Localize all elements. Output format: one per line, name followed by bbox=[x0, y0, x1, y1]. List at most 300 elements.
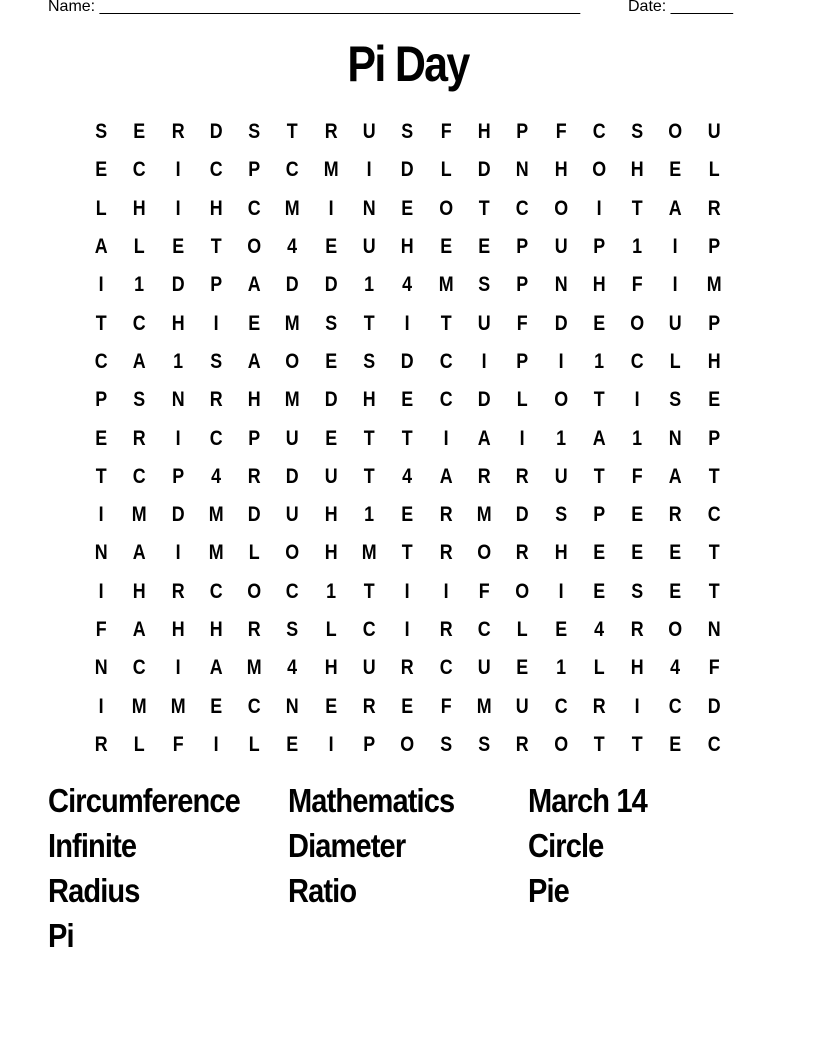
grid-letter: T bbox=[593, 388, 605, 412]
grid-letter: I bbox=[596, 196, 602, 220]
grid-letter: T bbox=[363, 579, 375, 603]
grid-letter: M bbox=[361, 541, 377, 565]
grid-letter: E bbox=[248, 311, 261, 335]
grid-letter: C bbox=[247, 196, 261, 220]
grid-letter: I bbox=[443, 426, 449, 450]
grid-letter: T bbox=[402, 541, 413, 565]
grid-letter: P bbox=[707, 426, 720, 450]
grid-letter: A bbox=[94, 235, 108, 259]
grid-letter: R bbox=[515, 541, 529, 565]
grid-letter: 1 bbox=[134, 273, 145, 297]
word-list-item: Pie bbox=[528, 872, 569, 909]
grid-letter: 4 bbox=[287, 656, 298, 680]
grid-letter: O bbox=[668, 618, 683, 641]
grid-letter: C bbox=[132, 311, 146, 335]
grid-letter: T bbox=[95, 311, 107, 335]
grid-letter: U bbox=[477, 656, 491, 680]
grid-letter: S bbox=[286, 618, 299, 641]
grid-letter: M bbox=[132, 503, 147, 527]
grid-letter: F bbox=[440, 120, 452, 144]
grid-letter: H bbox=[554, 541, 568, 565]
grid-letter: I bbox=[175, 426, 181, 450]
grid-letter: C bbox=[132, 464, 146, 488]
grid-letter: S bbox=[631, 579, 644, 603]
grid-letter: M bbox=[476, 503, 492, 527]
grid-letter: M bbox=[132, 694, 147, 718]
grid-letter: D bbox=[286, 464, 300, 488]
grid-letter: L bbox=[593, 656, 605, 680]
grid-letter: A bbox=[247, 273, 261, 297]
grid-letter: P bbox=[593, 503, 605, 527]
grid-letter: M bbox=[285, 388, 301, 412]
grid-letter: E bbox=[401, 196, 414, 220]
grid-letter: C bbox=[209, 426, 223, 450]
grid-letter: T bbox=[95, 464, 107, 488]
grid-letter: I bbox=[175, 196, 181, 220]
grid-letter: M bbox=[246, 656, 262, 680]
grid-letter: H bbox=[707, 349, 721, 373]
grid-letter: P bbox=[248, 158, 261, 182]
grid-letter: M bbox=[285, 196, 301, 220]
grid-letter: D bbox=[477, 158, 491, 182]
grid-letter: E bbox=[707, 388, 720, 412]
grid-letter: E bbox=[401, 388, 414, 412]
grid-letter: R bbox=[94, 732, 108, 756]
grid-letter: E bbox=[401, 694, 414, 718]
grid-letter: M bbox=[285, 311, 301, 335]
grid-letter: N bbox=[515, 158, 529, 182]
grid-letter: D bbox=[209, 120, 223, 144]
grid-letter: S bbox=[631, 120, 644, 144]
grid-letter: E bbox=[171, 235, 184, 259]
grid-letter: C bbox=[707, 503, 721, 527]
grid-letter: T bbox=[287, 120, 299, 144]
grid-letter: E bbox=[401, 503, 414, 527]
word-list bbox=[48, 778, 768, 958]
grid-letter: A bbox=[209, 656, 223, 680]
grid-letter: F bbox=[555, 120, 567, 144]
grid-letter: I bbox=[634, 388, 640, 412]
grid-letter: D bbox=[477, 388, 491, 412]
grid-letter: R bbox=[439, 503, 453, 527]
grid-letter: E bbox=[210, 694, 222, 718]
grid-letter: D bbox=[324, 273, 338, 297]
grid-letter: I bbox=[98, 694, 104, 718]
grid-letter: F bbox=[172, 732, 184, 756]
grid-letter: E bbox=[324, 235, 337, 259]
grid-letter: R bbox=[515, 464, 529, 488]
grid-letter: U bbox=[477, 311, 491, 335]
grid-letter: F bbox=[631, 464, 643, 488]
grid-letter: O bbox=[247, 579, 262, 603]
grid-letter: H bbox=[171, 311, 185, 335]
grid-letter: C bbox=[707, 732, 721, 756]
word-list-item: Diameter bbox=[288, 827, 406, 864]
grid-letter: T bbox=[593, 732, 605, 756]
grid-letter: U bbox=[554, 235, 568, 259]
grid-letter: T bbox=[363, 426, 375, 450]
grid-letter: N bbox=[94, 656, 108, 680]
grid-letter: O bbox=[515, 579, 530, 603]
grid-letter: P bbox=[516, 349, 529, 373]
grid-letter: 4 bbox=[211, 464, 221, 488]
grid-letter: I bbox=[98, 273, 104, 297]
grid-letter: L bbox=[670, 349, 682, 373]
grid-letter: R bbox=[515, 732, 529, 756]
grid-letter: I bbox=[98, 579, 104, 603]
grid-letter: S bbox=[363, 349, 376, 373]
grid-letter: A bbox=[247, 349, 261, 373]
grid-letter: E bbox=[593, 311, 605, 335]
grid-letter: M bbox=[323, 158, 339, 182]
letter-grid bbox=[82, 113, 733, 764]
grid-letter: H bbox=[247, 388, 261, 412]
grid-letter: O bbox=[668, 120, 683, 144]
grid-letter: N bbox=[707, 618, 721, 641]
grid-letter: P bbox=[593, 235, 605, 259]
grid-letter: P bbox=[171, 464, 184, 488]
grid-letter: H bbox=[324, 503, 338, 527]
grid-letter: 1 bbox=[555, 656, 566, 680]
grid-letter: I bbox=[519, 426, 525, 450]
grid-letter: C bbox=[286, 579, 300, 603]
grid-letter: O bbox=[553, 732, 568, 756]
grid-letter: T bbox=[402, 426, 413, 450]
grid-letter: C bbox=[477, 618, 491, 641]
grid-letter: P bbox=[707, 235, 720, 259]
grid-letter: E bbox=[669, 732, 682, 756]
word-list-item: Mathematics bbox=[288, 782, 455, 819]
grid-letter: S bbox=[401, 120, 414, 144]
grid-letter: F bbox=[631, 273, 643, 297]
grid-letter: T bbox=[708, 541, 720, 565]
grid-letter: U bbox=[707, 120, 721, 144]
grid-letter: H bbox=[171, 618, 185, 641]
grid-letter: R bbox=[477, 464, 491, 488]
grid-letter: T bbox=[478, 196, 490, 220]
grid-letter: 1 bbox=[325, 579, 336, 603]
grid-letter: F bbox=[516, 311, 528, 335]
grid-letter: U bbox=[362, 656, 376, 680]
grid-letter: C bbox=[286, 158, 300, 182]
grid-letter: A bbox=[669, 196, 683, 220]
grid-letter: O bbox=[630, 311, 645, 335]
grid-letter: E bbox=[286, 732, 299, 756]
grid-letter: M bbox=[706, 273, 722, 297]
grid-letter: E bbox=[95, 158, 108, 182]
grid-letter: R bbox=[439, 541, 453, 565]
grid-letter: A bbox=[669, 464, 683, 488]
grid-letter: I bbox=[175, 541, 181, 565]
name-field-label: Name: ______________________________________________________ bbox=[48, 0, 581, 15]
grid-letter: T bbox=[363, 464, 375, 488]
grid-letter: M bbox=[208, 503, 224, 527]
grid-letter: C bbox=[439, 656, 453, 680]
word-list-item: Infinite bbox=[48, 827, 137, 864]
grid-letter: O bbox=[553, 196, 568, 220]
word-list-item: Circle bbox=[528, 827, 604, 864]
grid-letter: S bbox=[324, 311, 337, 335]
grid-letter: T bbox=[593, 464, 605, 488]
grid-letter: H bbox=[592, 273, 606, 297]
grid-letter: I bbox=[328, 196, 334, 220]
grid-letter: T bbox=[631, 196, 643, 220]
grid-letter: I bbox=[213, 311, 219, 335]
grid-letter: E bbox=[478, 235, 491, 259]
grid-letter: H bbox=[209, 618, 223, 641]
grid-letter: E bbox=[439, 235, 452, 259]
grid-letter: E bbox=[669, 158, 682, 182]
grid-letter: U bbox=[669, 311, 683, 335]
grid-letter: P bbox=[516, 120, 529, 144]
grid-letter: I bbox=[328, 732, 334, 756]
grid-letter: C bbox=[209, 158, 223, 182]
grid-letter: E bbox=[516, 656, 529, 680]
grid-letter: S bbox=[554, 503, 567, 527]
grid-letter: E bbox=[324, 349, 337, 373]
word-list-item: Radius bbox=[48, 872, 140, 909]
grid-letter: A bbox=[132, 618, 146, 641]
grid-letter: R bbox=[439, 618, 453, 641]
grid-letter: T bbox=[440, 311, 452, 335]
grid-letter: D bbox=[247, 503, 261, 527]
grid-letter: R bbox=[592, 694, 606, 718]
grid-letter: L bbox=[325, 618, 337, 641]
grid-letter: U bbox=[286, 426, 300, 450]
grid-letter: R bbox=[171, 120, 185, 144]
grid-letter: 1 bbox=[364, 503, 375, 527]
grid-letter: T bbox=[708, 464, 720, 488]
grid-letter: P bbox=[95, 388, 108, 412]
word-list-item: Circumference bbox=[48, 782, 240, 819]
grid-letter: L bbox=[248, 541, 260, 565]
grid-letter: I bbox=[481, 349, 487, 373]
grid-letter: E bbox=[95, 426, 108, 450]
grid-letter: O bbox=[247, 235, 262, 259]
grid-letter: C bbox=[132, 158, 146, 182]
grid-letter: N bbox=[171, 388, 185, 412]
grid-letter: I bbox=[558, 579, 564, 603]
grid-letter: C bbox=[515, 196, 529, 220]
grid-letter: 1 bbox=[555, 426, 566, 450]
grid-letter: D bbox=[515, 503, 529, 527]
grid-letter: D bbox=[171, 503, 185, 527]
grid-letter: I bbox=[213, 732, 219, 756]
grid-letter: 1 bbox=[632, 235, 643, 259]
grid-letter: 1 bbox=[172, 349, 183, 373]
grid-letter: N bbox=[554, 273, 568, 297]
grid-letter: M bbox=[476, 694, 492, 718]
grid-letter: P bbox=[516, 235, 529, 259]
grid-letter: 4 bbox=[402, 464, 413, 488]
grid-letter: H bbox=[401, 235, 414, 259]
grid-letter: P bbox=[516, 273, 529, 297]
grid-letter: P bbox=[210, 273, 222, 297]
grid-letter: C bbox=[209, 579, 223, 603]
grid-letter: C bbox=[362, 618, 376, 641]
grid-letter: H bbox=[209, 196, 223, 220]
grid-letter: 4 bbox=[402, 273, 413, 297]
grid-letter: 4 bbox=[594, 618, 604, 641]
grid-letter: H bbox=[362, 388, 376, 412]
grid-letter: E bbox=[631, 503, 644, 527]
grid-letter: I bbox=[634, 694, 640, 718]
grid-letter: A bbox=[132, 541, 146, 565]
grid-letter: T bbox=[363, 311, 375, 335]
grid-letter: C bbox=[592, 120, 606, 144]
header-line bbox=[48, 0, 748, 20]
grid-letter: S bbox=[133, 388, 146, 412]
word-list-item: Pi bbox=[48, 917, 74, 954]
grid-letter: M bbox=[438, 273, 454, 297]
grid-letter: C bbox=[439, 388, 453, 412]
grid-letter: U bbox=[324, 464, 338, 488]
grid-letter: C bbox=[132, 656, 146, 680]
grid-letter: D bbox=[401, 158, 414, 182]
grid-letter: O bbox=[553, 388, 568, 412]
grid-letter: R bbox=[630, 618, 644, 641]
grid-letter: I bbox=[175, 656, 181, 680]
grid-letter: H bbox=[630, 158, 644, 182]
grid-letter: L bbox=[516, 618, 528, 641]
grid-letter: I bbox=[673, 273, 679, 297]
word-list-item: March 14 bbox=[528, 782, 647, 819]
grid-letter: E bbox=[133, 120, 146, 144]
grid-letter: L bbox=[440, 158, 452, 182]
grid-letter: I bbox=[175, 158, 181, 182]
grid-letter: L bbox=[708, 158, 720, 182]
grid-letter: O bbox=[592, 158, 606, 182]
grid-letter: A bbox=[592, 426, 606, 450]
grid-letter: R bbox=[209, 388, 223, 412]
grid-letter: E bbox=[593, 541, 605, 565]
grid-letter: E bbox=[631, 541, 644, 565]
grid-letter: T bbox=[708, 579, 720, 603]
grid-letter: E bbox=[324, 426, 337, 450]
grid-letter: R bbox=[247, 618, 261, 641]
grid-letter: F bbox=[95, 618, 107, 641]
grid-letter: I bbox=[558, 349, 564, 373]
grid-letter: A bbox=[477, 426, 491, 450]
grid-letter: R bbox=[401, 656, 414, 680]
grid-letter: C bbox=[630, 349, 644, 373]
grid-letter: H bbox=[132, 196, 146, 220]
grid-letter: E bbox=[554, 618, 567, 641]
grid-letter: O bbox=[285, 349, 300, 373]
grid-letter: F bbox=[440, 694, 452, 718]
grid-letter: S bbox=[669, 388, 682, 412]
grid-letter: R bbox=[171, 579, 185, 603]
grid-letter: U bbox=[286, 503, 300, 527]
grid-letter: I bbox=[366, 158, 372, 182]
grid-letter: C bbox=[247, 694, 261, 718]
grid-letter: N bbox=[286, 694, 300, 718]
grid-letter: L bbox=[95, 196, 107, 220]
grid-letter: E bbox=[669, 541, 682, 565]
grid-letter: C bbox=[554, 694, 568, 718]
grid-letter: I bbox=[405, 311, 411, 335]
grid-letter: S bbox=[248, 120, 261, 144]
grid-letter: I bbox=[673, 235, 679, 259]
grid-letter: H bbox=[554, 158, 568, 182]
grid-letter: F bbox=[708, 656, 720, 680]
grid-letter: L bbox=[133, 732, 145, 756]
grid-letter: O bbox=[285, 541, 300, 565]
grid-letter: C bbox=[94, 349, 108, 373]
grid-letter: N bbox=[669, 426, 683, 450]
grid-letter: D bbox=[171, 273, 185, 297]
grid-letter: H bbox=[477, 120, 491, 144]
page-title: Pi Day bbox=[347, 36, 469, 92]
grid-letter: H bbox=[132, 579, 146, 603]
grid-letter: S bbox=[210, 349, 222, 373]
grid-letter: F bbox=[478, 579, 490, 603]
grid-letter: U bbox=[362, 235, 376, 259]
grid-letter: E bbox=[593, 579, 605, 603]
grid-letter: L bbox=[133, 235, 145, 259]
grid-letter: D bbox=[554, 311, 568, 335]
grid-letter: I bbox=[405, 579, 411, 603]
date-field-label: Date: _______ bbox=[628, 0, 733, 15]
grid-letter: D bbox=[707, 694, 721, 718]
grid-letter: E bbox=[324, 694, 337, 718]
grid-letter: U bbox=[362, 120, 376, 144]
grid-letter: S bbox=[95, 120, 108, 144]
grid-letter: N bbox=[362, 196, 376, 220]
grid-letter: A bbox=[132, 349, 146, 373]
grid-letter: D bbox=[401, 349, 414, 373]
grid-letter: S bbox=[478, 273, 491, 297]
grid-letter: P bbox=[707, 311, 720, 335]
word-list-item: Ratio bbox=[288, 872, 357, 909]
grid-letter: I bbox=[405, 618, 411, 641]
grid-letter: E bbox=[669, 579, 682, 603]
grid-letter: O bbox=[438, 196, 453, 220]
grid-letter: N bbox=[94, 541, 108, 565]
grid-letter: 4 bbox=[287, 235, 298, 259]
grid-letter: R bbox=[362, 694, 376, 718]
grid-letter: S bbox=[478, 732, 491, 756]
grid-letter: D bbox=[286, 273, 300, 297]
grid-letter: C bbox=[669, 694, 683, 718]
grid-letter: R bbox=[707, 196, 721, 220]
grid-letter: R bbox=[669, 503, 683, 527]
grid-letter: D bbox=[324, 388, 338, 412]
grid-letter: 1 bbox=[594, 349, 604, 373]
grid-letter: H bbox=[630, 656, 644, 680]
grid-letter: L bbox=[248, 732, 260, 756]
grid-letter: I bbox=[98, 503, 104, 527]
grid-letter: P bbox=[363, 732, 376, 756]
grid-letter: M bbox=[208, 541, 224, 565]
grid-letter: R bbox=[247, 464, 261, 488]
grid-letter: 1 bbox=[632, 426, 643, 450]
grid-letter: R bbox=[324, 120, 338, 144]
grid-letter: U bbox=[515, 694, 529, 718]
grid-letter: A bbox=[439, 464, 453, 488]
grid-letter: T bbox=[210, 235, 222, 259]
grid-letter: L bbox=[516, 388, 528, 412]
grid-letter: I bbox=[443, 579, 449, 603]
grid-letter: H bbox=[324, 541, 338, 565]
grid-letter: R bbox=[132, 426, 146, 450]
grid-letter: O bbox=[477, 541, 492, 565]
grid-letter: M bbox=[170, 694, 186, 718]
grid-letter: O bbox=[400, 732, 415, 756]
grid-letter: 1 bbox=[364, 273, 375, 297]
grid-letter: U bbox=[554, 464, 568, 488]
grid-letter: H bbox=[324, 656, 338, 680]
